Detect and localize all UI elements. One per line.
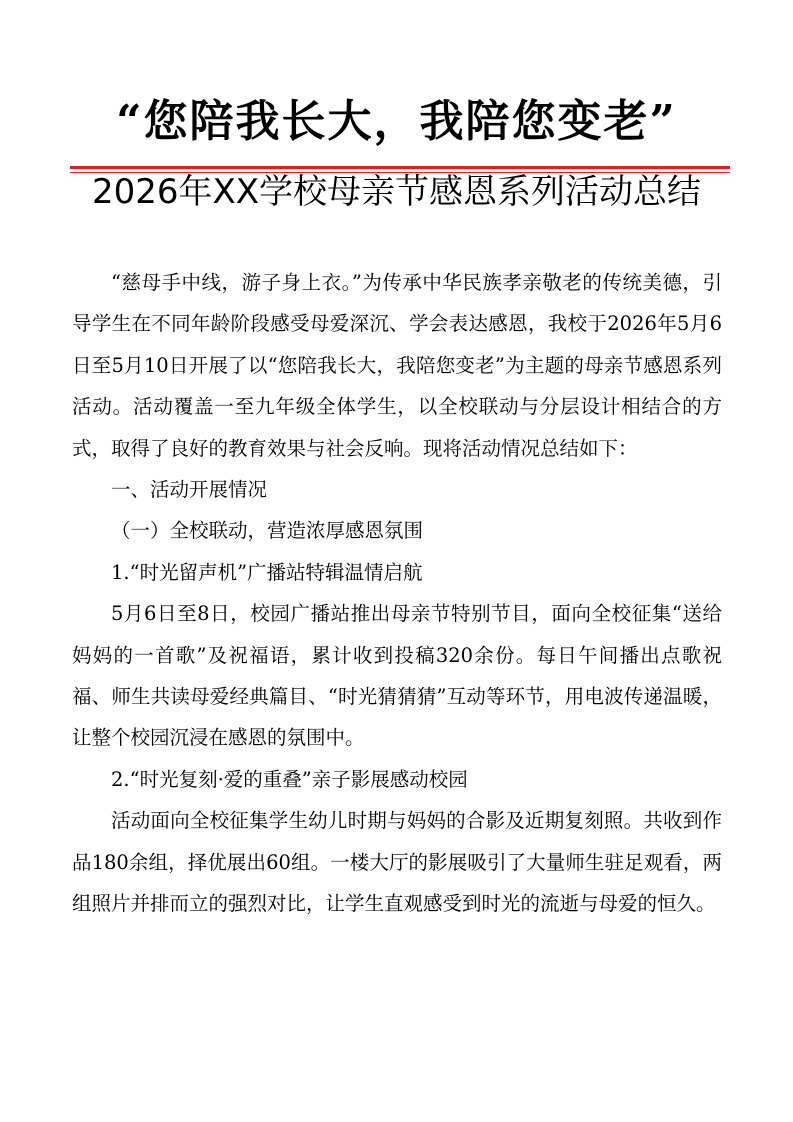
- document-subtitle: 2026年XX学校母亲节感恩系列活动总结: [91, 172, 702, 212]
- subsection-heading: （一）全校联动，营造浓厚感恩氛围: [111, 519, 424, 543]
- intro-paragraph: “慈母手中线，游子身上衣。”为传承中华民族孝亲敬老的传统美德，引导学生在不同年龄阶段感受母爱深沉、学会表达感恩，我校于2026年5月6日至5月10日开展了以“您陪我长大，我陪您变老”为主题的母亲节感恩系列活动。活动覆盖一至九年级全体学生，以全校联动与分层设计相结合的方式，取得了良好的教育效果与社会反响。现将活动情况总结如下：: [72, 271, 722, 460]
- body-paragraph: 活动面向全校征集学生幼儿时期与妈妈的合影及近期复刻照。共收到作品180余组，择优展出60组。一楼大厅的影展吸引了大量师生驻足观看，两组照片并排而立的强烈对比，让学生直观感受到时光的流逝与母爱的恒久。: [72, 809, 722, 916]
- body-paragraph: 5月6日至8日，校园广播站推出母亲节特别节目，面向全校征集“送给妈妈的一首歌”及祝福语，累计收到投稿320余份。每日午间播出点歌祝福、师生共读母爱经典篇目、“时光猜猜猜”互动等环节，用电波传递温暖，让整个校园沉浸在感恩的氛围中。: [72, 602, 722, 750]
- document-body: [72, 262, 722, 925]
- section-heading: 一、活动开展情况: [111, 478, 268, 502]
- item-heading: 2.“时光复刻·爱的重叠”亲子影展感动校园: [111, 767, 468, 791]
- item-heading: 1.“时光留声机”广播站特辑温情启航: [111, 560, 423, 584]
- document-headline: “您陪我长大，我陪您变老”: [116, 96, 677, 147]
